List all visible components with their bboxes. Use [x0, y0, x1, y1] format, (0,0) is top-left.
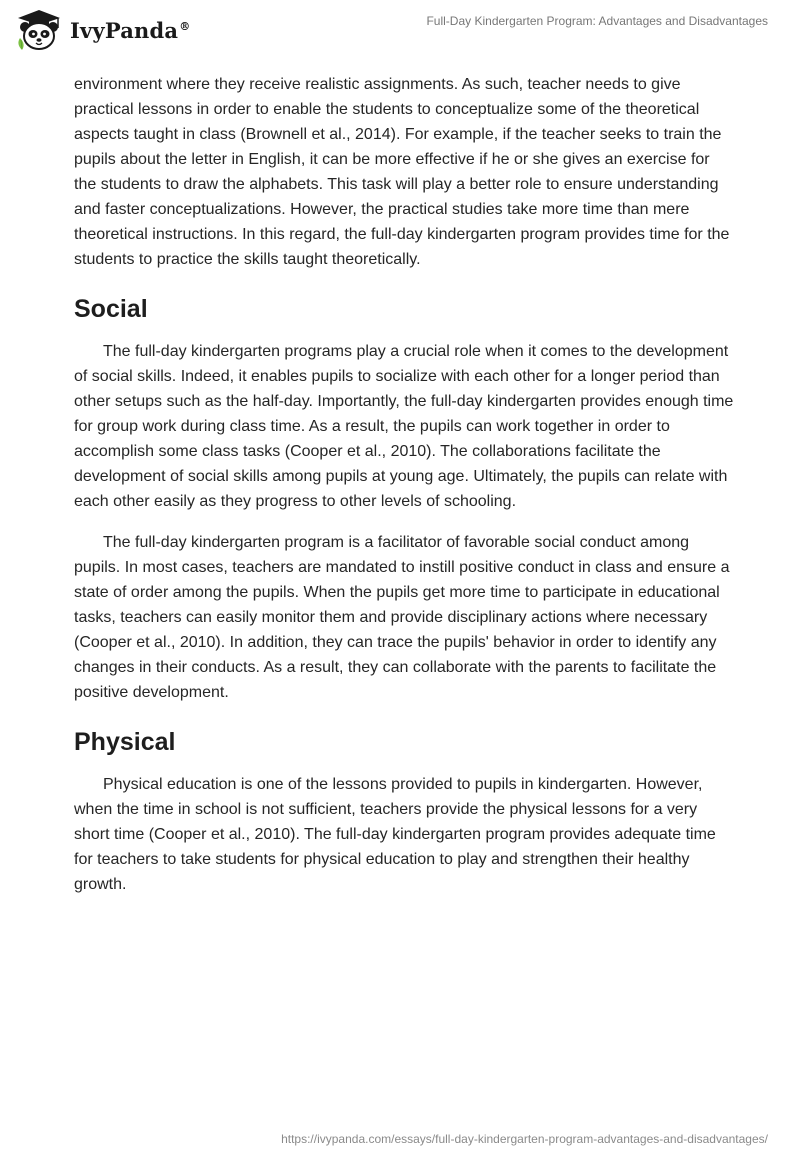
- document-title: Full-Day Kindergarten Program: Advantages and Disadvantages: [426, 14, 768, 28]
- source-url[interactable]: https://ivypanda.com/essays/full-day-kindergarten-program-advantages-and-disadvantages/: [281, 1132, 768, 1146]
- page-header: [0, 0, 800, 64]
- paragraph-physical-1: Physical education is one of the lessons provided to pupils in kindergarten. However, when the time in school is not sufficient, teachers provide the physical lessons for a very short time (Cooper et al., 2010). The full-day kindergarten program provides adequate time for teachers to take students for physical education to play and strengthen their healthy growth.: [74, 776, 716, 893]
- logo-text: IvyPanda: [70, 17, 179, 43]
- panda-mascot-icon: [14, 8, 64, 52]
- registered-mark: ®: [179, 19, 191, 33]
- essay-body: [74, 72, 734, 913]
- paragraph-social-2: The full-day kindergarten program is a facilitator of favorable social conduct among pupils. In most cases, teachers are mandated to instill positive conduct in class and ensure a state of order among the pupils. When the pupils get more time to participate in educational tasks, teachers can easily monitor them and provide disciplinary actions where necessary (Cooper et al., 2010). In addition, they can trace the pupils' behavior in order to identify any changes in their conducts. As a result, they can collaborate with the parents to facilitate the positive development.: [74, 534, 730, 701]
- paragraph-social-1: The full-day kindergarten programs play a crucial role when it comes to the development of social skills. Indeed, it enables pupils to socialize with each other for a longer period than other setups such as the half-day. Importantly, the full-day kindergarten provides enough time for group work during class time. As a result, the pupils can work together in order to accomplish some class tasks (Cooper et al., 2010). The collaborations facilitate the development of social skills among pupils at young age. Ultimately, the pupils can relate with each other easily as they progress to other levels of schooling.: [74, 343, 734, 510]
- logo-wordmark: [70, 18, 190, 43]
- section-heading-physical: Physical: [74, 728, 176, 756]
- paragraph-intro: environment where they receive realistic assignments. As such, teacher needs to give practical lessons in order to enable the students to conceptualize some of the theoretical aspects taught in class (Brownell et al., 2014). For example, if the teacher seeks to train the pupils about the letter in English, it can be more effective if he or she gives an exercise for the students to draw the alphabets. This task will play a better role to ensure understanding and faster conceptualizations. However, the practical studies take more time than mere theoretical instructions. In this regard, the full-day kindergarten program provides time for the students to practice the skills taught theoretically.: [74, 76, 730, 268]
- ivypanda-logo[interactable]: [14, 8, 190, 52]
- section-heading-social: Social: [74, 295, 148, 323]
